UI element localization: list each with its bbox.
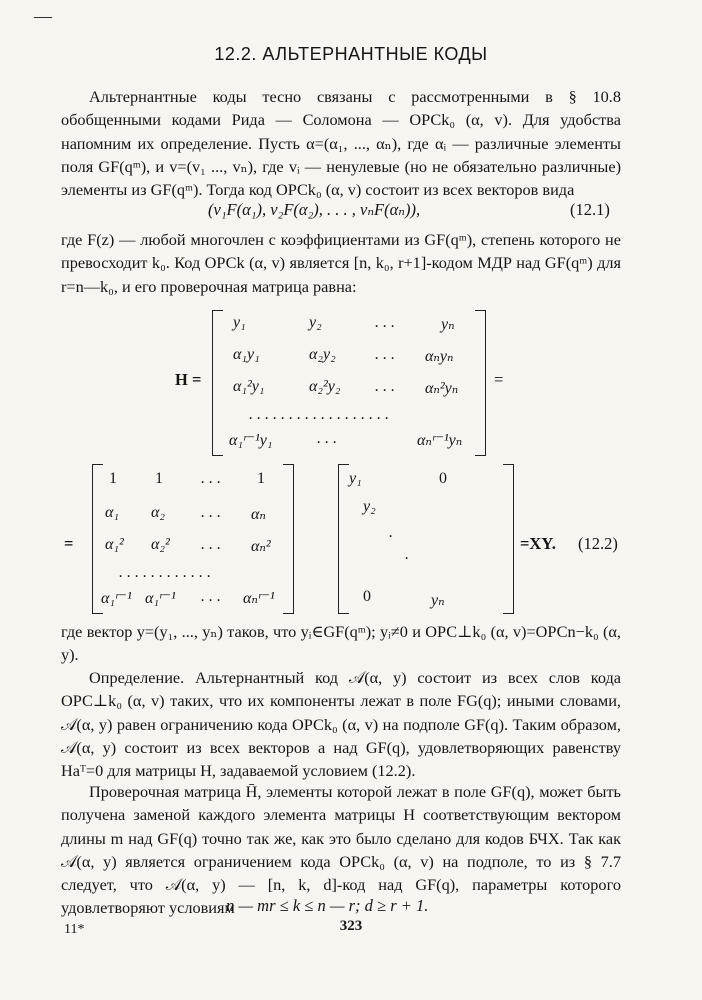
paragraph-vector-y: где вектор y=(y₁, ..., yₙ) таков, что yᵢ∈GF(qᵐ); yᵢ≠0 и ОРС⊥k₀ (α, v)=ОРСn−k₀ (α, y).	[61, 622, 621, 665]
matrix-H	[212, 310, 486, 456]
equation-12-1-number: (12.1)	[570, 200, 610, 219]
H-cell: . . .	[375, 346, 395, 363]
X-cell: . . .	[201, 588, 221, 605]
Y-cell: 0	[363, 588, 371, 605]
H-cell: y₂	[309, 314, 322, 331]
X-cell: . . .	[201, 470, 221, 487]
H-cell: αₙʳ⁻¹yₙ	[417, 432, 463, 449]
Y-cell: yₙ	[431, 592, 445, 609]
paragraph-check-matrix: Проверочная матрица H̄, элементы которой лежат в поле GF(q), может быть получена заменой каждого элемента матрицы H соответствующим вектором длины m над GF(q) точно так же, как это было сделано для кодов БЧХ. Так как 𝒜(α, y) является ограничением кода ОРСk₀ (α, v) на подполе, то из § 7.7 следует, что 𝒜(α, y) — [n, k, d]-код над GF(q), параметры которого удовлетворяют условиям	[61, 782, 621, 918]
X-cell: α₁²	[105, 536, 124, 553]
matrix-Y	[338, 464, 514, 614]
X-cell: 1	[257, 470, 265, 487]
equals-sign: =	[494, 370, 504, 389]
paragraph-definition-context: где F(z) — любой многочлен с коэффициентами из GF(qᵐ), степень которого не превосходит k₀. Код ОРСk (α, v) является [n, k₀, r+1]-кодом МДР над GF(qᵐ) для r=n—k₀, и его проверочная матрица равна:	[61, 230, 621, 296]
H-cell: . . .	[375, 314, 395, 331]
X-cell: . . .	[201, 536, 221, 553]
Y-cell: 0	[439, 470, 447, 487]
signature-mark: 11*	[64, 922, 85, 937]
H-cell: α₁ʳ⁻¹y₁	[229, 432, 273, 449]
X-cell: α₂	[151, 504, 165, 521]
X-dots-row: . . . . . . . . . . . .	[119, 564, 211, 581]
matrix-X	[92, 464, 294, 614]
equation-bounds: n — mr ≤ k ≤ n — r; d ≥ r + 1.	[226, 896, 429, 915]
equals-sign-left: =	[64, 534, 74, 553]
paragraph-intro: Альтернантные коды тесно связаны с рассмотренными в § 10.8 обобщенными кодами Рида — Соломона — ОРСk₀ (α, v). Для удобства напомним их определение. Пусть α=(α₁, ..., αₙ), где αᵢ — различные элементы поля GF(qᵐ), и v=(v₁ ..., vₙ), где vᵢ — ненулевые (но не обязательно различные) элементы из GF(qᵐ). Тогда код ОРСk₀ (α, v) состоит из всех векторов вида	[61, 87, 621, 200]
H-cell: α₁y₁	[233, 346, 260, 363]
X-cell: . . .	[201, 504, 221, 521]
H-cell: . . .	[317, 430, 337, 447]
X-cell: 1	[109, 470, 117, 487]
top-mark: —	[34, 6, 52, 26]
X-cell: α₁	[105, 504, 119, 521]
X-cell: α₂²	[151, 536, 170, 553]
H-cell: αₙyₙ	[425, 348, 454, 365]
equation-12-1: (v₁F(α₁), v₂F(α₂), . . . , vₙF(αₙ)),	[208, 200, 421, 219]
section-title: 12.2. АЛЬТЕРНАНТНЫЕ КОДЫ	[214, 44, 488, 64]
H-dots-row: . . . . . . . . . . . . . . . . . .	[249, 406, 389, 423]
Y-cell: y₂	[363, 498, 376, 515]
equation-12-2-number: (12.2)	[578, 534, 618, 553]
H-cell: y₁	[233, 314, 246, 331]
X-cell: αₙ²	[251, 538, 271, 555]
H-cell: αₙ²yₙ	[425, 380, 459, 397]
X-cell: α₁ʳ⁻¹	[145, 590, 176, 607]
Y-cell: .	[389, 524, 393, 541]
Y-cell: y₁	[349, 470, 362, 487]
X-cell: αₙʳ⁻¹	[243, 590, 275, 607]
page-number: 323	[339, 918, 363, 934]
H-cell: α₂y₂	[309, 346, 336, 363]
matrix-H-label: H =	[175, 370, 202, 389]
H-cell: yₙ	[441, 316, 455, 333]
paragraph-definition: Определение. Альтернантный код 𝒜(α, y) состоит из всех слов кода ОРС⊥k₀ (α, v) таких, что их компоненты лежат в поле FG(q); иными словами, 𝒜(α, y) равен ограничению кода ОРСk₀ (α, v) на подполе GF(q). Таким образом, 𝒜(α, y) состоит из всех векторов a над GF(q), удовлетворяющих равенству Haᵀ=0 для матрицы H, задаваемой условием (12.2).	[61, 668, 621, 781]
H-cell: . . .	[375, 378, 395, 395]
X-cell: α₁ʳ⁻¹	[101, 590, 132, 607]
H-cell: α₂²y₂	[309, 378, 341, 395]
Y-cell: .	[405, 546, 409, 563]
equation-12-2-rhs: =XY.	[520, 534, 556, 553]
H-cell: α₁²y₁	[233, 378, 265, 395]
X-cell: 1	[155, 470, 163, 487]
X-cell: αₙ	[251, 506, 266, 523]
